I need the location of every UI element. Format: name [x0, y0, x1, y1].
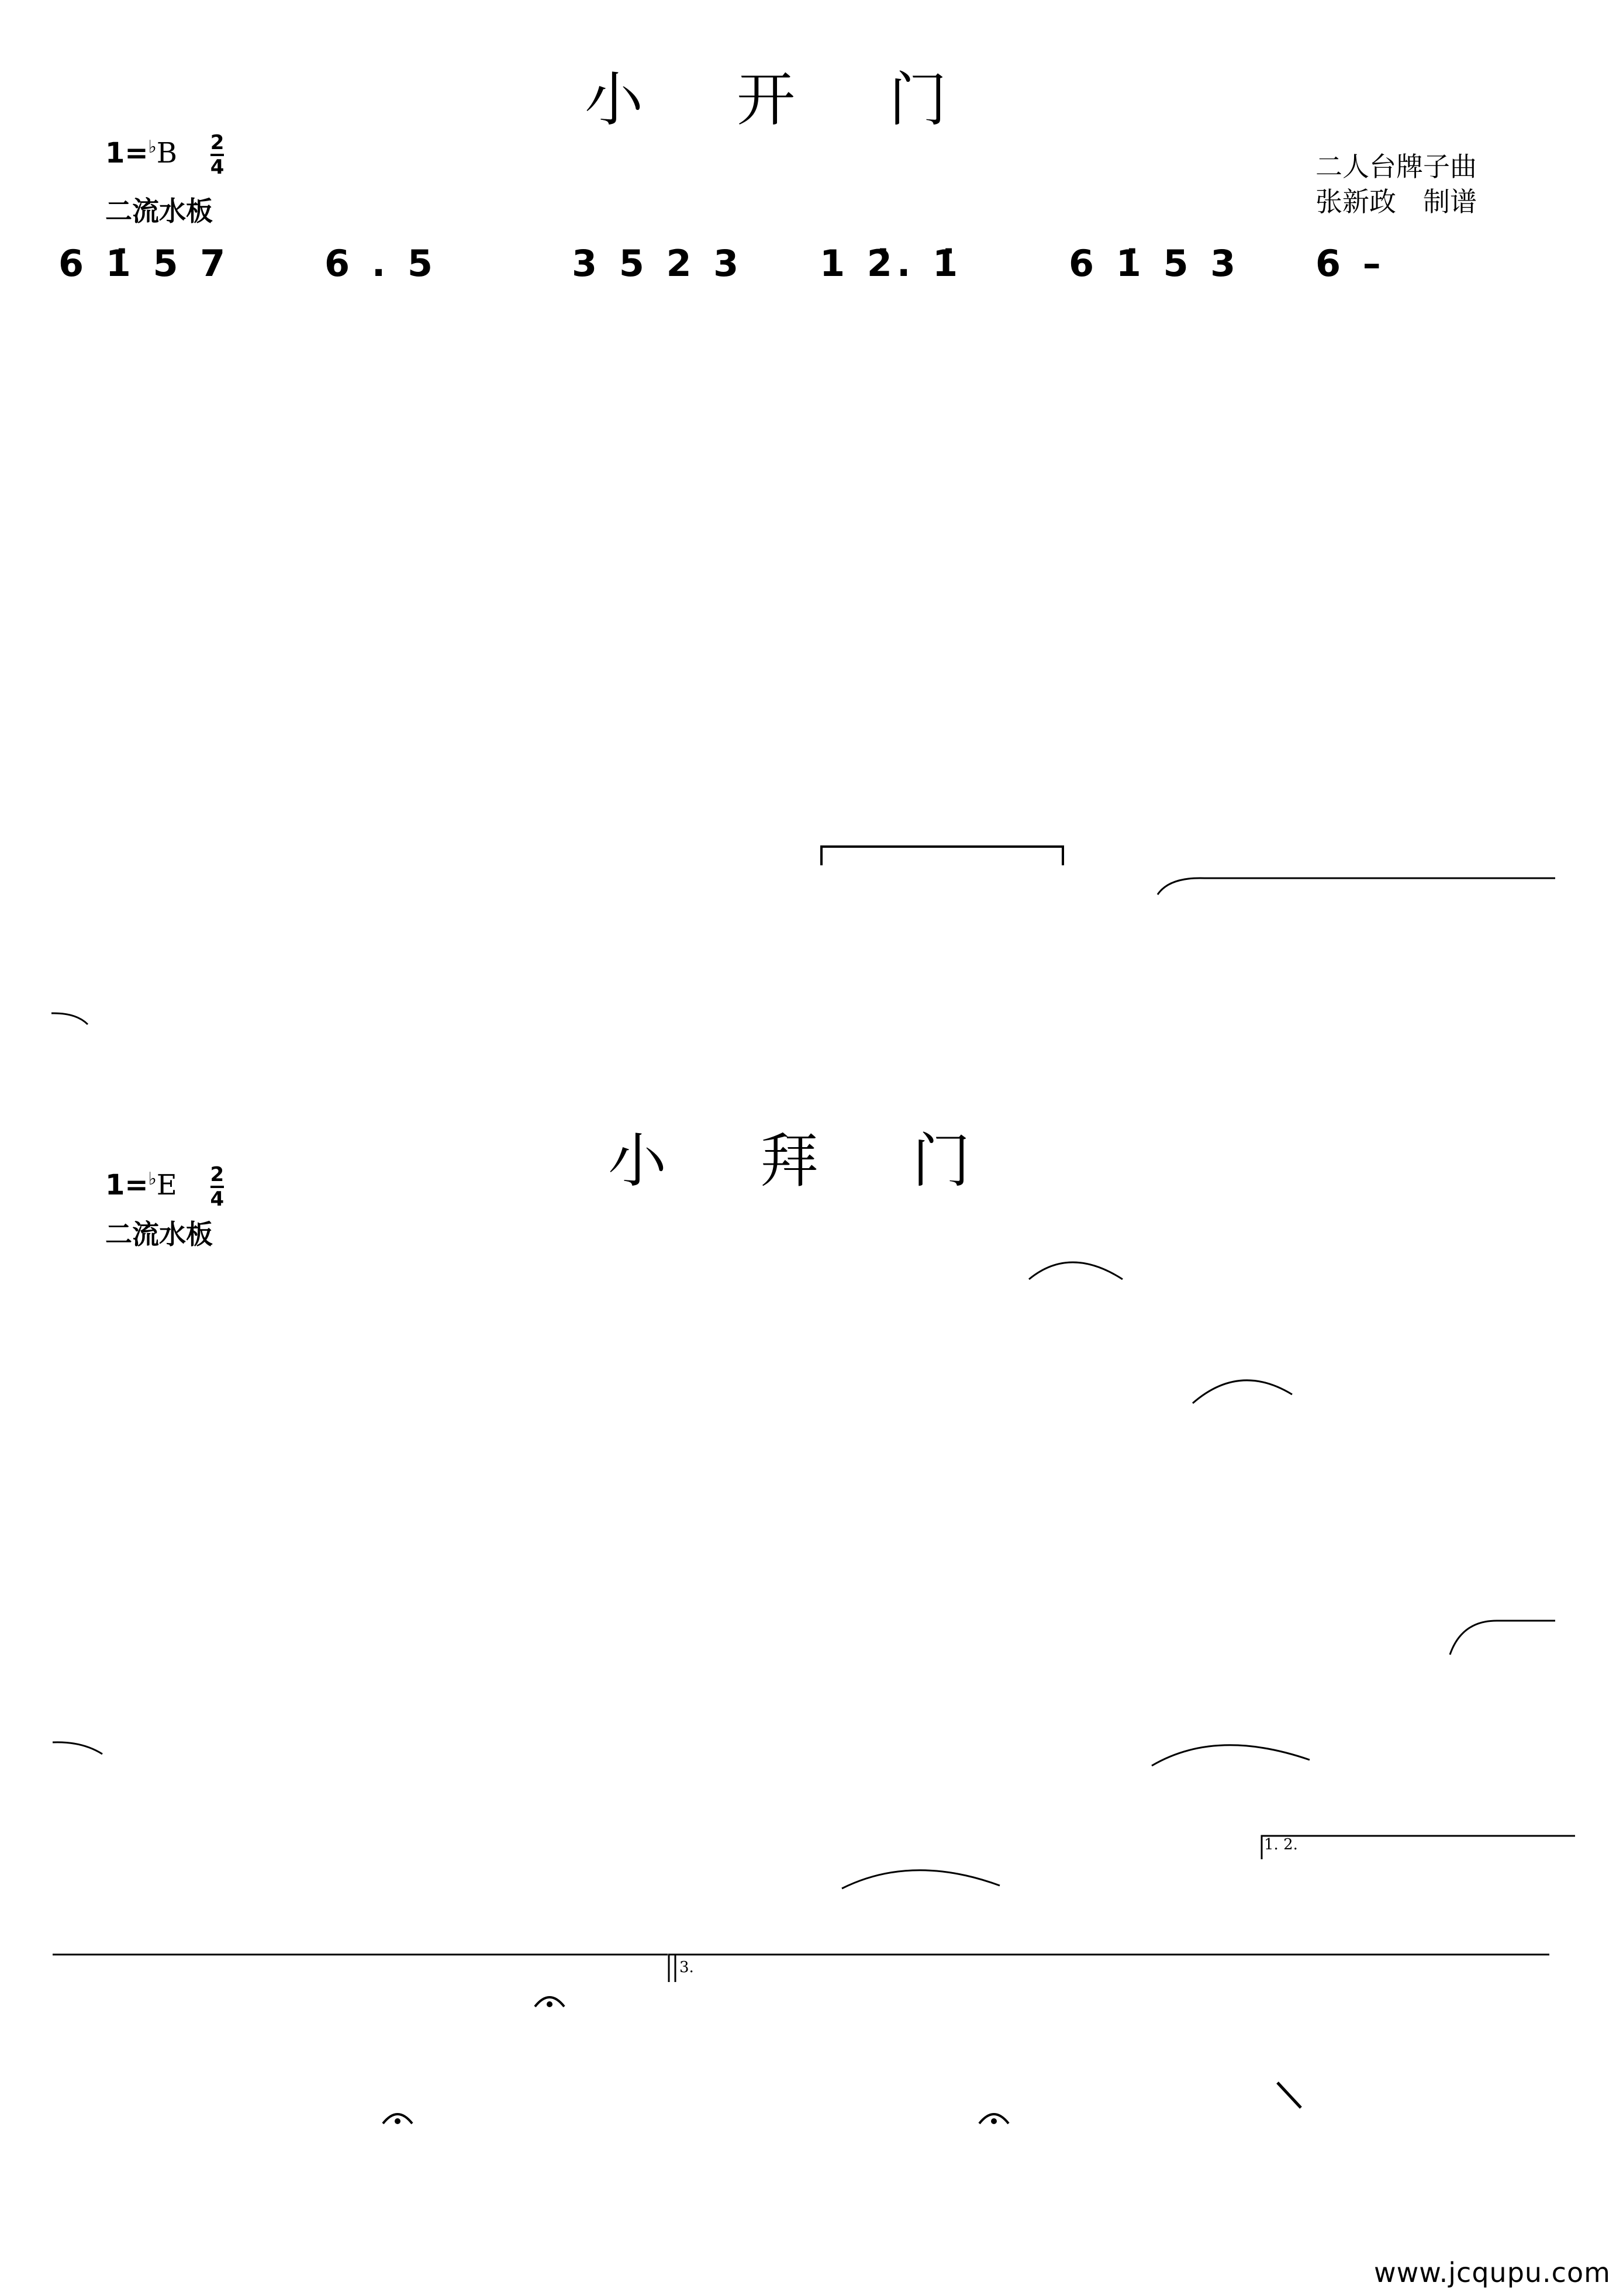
tie-arc	[51, 1013, 88, 1024]
fermata-dot	[395, 2118, 400, 2124]
credit-arranger: 张新政 制谱	[1315, 186, 1477, 217]
measure: 6 1̇ 5 7	[58, 241, 230, 285]
piece-title: 小开门	[585, 65, 1041, 134]
measure: 6 –	[1315, 241, 1386, 285]
measure: 6 . 5	[324, 241, 438, 285]
measure: 6 1̇ 5 3	[1069, 241, 1241, 285]
fermata-dot	[991, 2118, 997, 2124]
volta-label-1-2: 1. 2.	[1264, 1836, 1298, 1853]
fermata-dot	[547, 2001, 552, 2007]
meter-bottom: 4	[210, 156, 225, 179]
volta-bracket	[821, 847, 1063, 865]
slur-arc	[1152, 1745, 1310, 1766]
slur-arc	[842, 1870, 1000, 1888]
key-prefix: 1=	[105, 137, 149, 170]
volta-bracket	[675, 1955, 1549, 1982]
volta-label-3: 3.	[679, 1959, 694, 1976]
meter-top: 2	[210, 1163, 225, 1188]
measure: 1 2̇. 1̇	[820, 241, 963, 285]
key-note: B	[156, 137, 178, 170]
key-prefix: 1=	[105, 1169, 149, 1201]
website-watermark: www.jcqupu.com	[1374, 2257, 1611, 2288]
volta-bracket	[669, 1955, 675, 1982]
volta-bracket	[1262, 1836, 1575, 1859]
slur-arc	[1450, 1621, 1555, 1655]
meter-bottom: 4	[210, 1187, 225, 1211]
meter-top: 2	[210, 132, 225, 156]
slur-arc	[1193, 1380, 1292, 1403]
slur-arc	[1029, 1262, 1123, 1279]
piece-title: 小拜门	[608, 1127, 1064, 1195]
flat-sign: ♭	[148, 1169, 157, 1189]
flat-sign: ♭	[148, 137, 157, 157]
measure: 3 5 2 3	[572, 241, 744, 285]
credit-genre: 二人台牌子曲	[1315, 151, 1477, 182]
tempo-marking: 二流水板	[105, 195, 213, 227]
slur-arc	[53, 1742, 102, 1754]
tremolo-mark	[1277, 2083, 1301, 2108]
tempo-marking: 二流水板	[105, 1218, 213, 1250]
key-note: E	[156, 1169, 177, 1201]
tie-arc	[1158, 878, 1555, 895]
